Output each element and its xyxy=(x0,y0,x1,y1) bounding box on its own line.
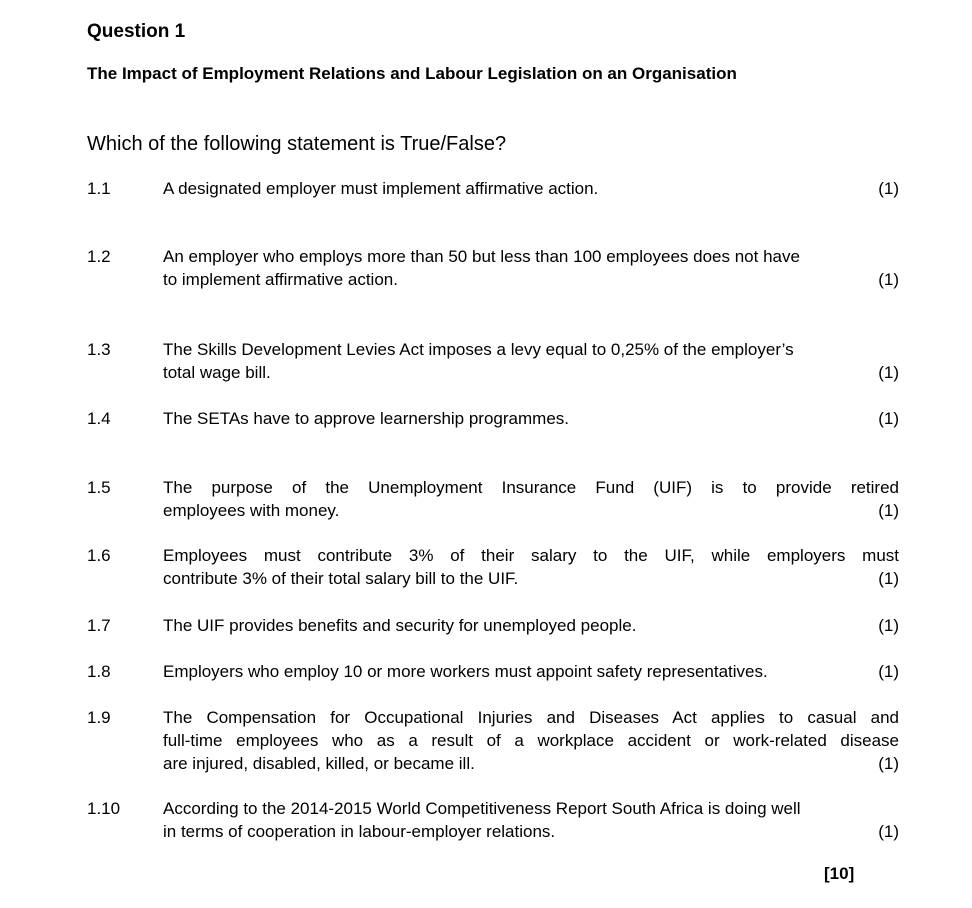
item-text xyxy=(163,245,899,291)
item-number: 1.5 xyxy=(87,478,111,497)
item-text-line: The Skills Development Levies Act imposes a levy equal to 0,25% of the employer’s xyxy=(163,340,794,359)
item-text-line: According to the 2014-2015 World Competitiveness Report South Africa is doing well xyxy=(163,799,801,818)
item-number: 1.6 xyxy=(87,546,111,565)
item-number: 1.2 xyxy=(87,247,111,266)
item-number: 1.10 xyxy=(87,799,121,818)
item-text-line: full-time employees who as a result of a workplace accident or work-related disease xyxy=(163,731,899,750)
item-text-line: The Compensation for Occupational Injuries and Diseases Act applies to casual and xyxy=(163,708,899,727)
item-mark: (1) xyxy=(878,270,899,289)
item-mark: (1) xyxy=(878,616,899,635)
item-mark: (1) xyxy=(878,569,899,588)
item-text xyxy=(163,338,899,384)
instruction-text: Which of the following statement is True/False? xyxy=(87,133,507,155)
question-title: Question 1 xyxy=(87,21,186,42)
item-text-line: Employees must contribute 3% of their salary to the UIF, while employers must xyxy=(163,546,899,565)
item-text-line: total wage bill. xyxy=(163,363,271,382)
item-text-line: A designated employer must implement affirmative action. xyxy=(163,179,599,198)
item-mark: (1) xyxy=(878,662,899,681)
item-number: 1.7 xyxy=(87,616,111,635)
item-text xyxy=(163,177,899,200)
item-number: 1.9 xyxy=(87,708,111,727)
item-text-line: Employers who employ 10 or more workers must appoint safety representatives. xyxy=(163,662,768,681)
item-text-line: contribute 3% of their total salary bill to the UIF. xyxy=(163,569,519,588)
item-mark: (1) xyxy=(878,409,899,428)
item-mark: (1) xyxy=(878,754,899,773)
item-number: 1.3 xyxy=(87,340,111,359)
item-text-line: in terms of cooperation in labour-employer relations. xyxy=(163,822,556,841)
section-title: The Impact of Employment Relations and Labour Legislation on an Organisation xyxy=(87,64,737,83)
item-text-line: to implement affirmative action. xyxy=(163,270,398,289)
item-mark: (1) xyxy=(878,822,899,841)
item-text-line: An employer who employs more than 50 but less than 100 employees does not have xyxy=(163,247,800,266)
item-text xyxy=(163,544,899,590)
item-text xyxy=(163,476,899,522)
item-number: 1.1 xyxy=(87,179,111,198)
item-mark: (1) xyxy=(878,179,899,198)
item-number: 1.8 xyxy=(87,662,111,681)
item-number: 1.4 xyxy=(87,409,111,428)
item-text-line: are injured, disabled, killed, or became ill. xyxy=(163,754,475,773)
item-text xyxy=(163,660,899,683)
item-text xyxy=(163,407,899,430)
item-text-line: The UIF provides benefits and security for unemployed people. xyxy=(163,616,637,635)
item-text xyxy=(163,614,899,637)
item-text-line: The SETAs have to approve learnership programmes. xyxy=(163,409,569,428)
item-mark: (1) xyxy=(878,363,899,382)
item-text-line: The purpose of the Unemployment Insurance Fund (UIF) is to provide retired xyxy=(163,478,899,497)
total-marks: [10] xyxy=(824,864,855,883)
item-text-line: employees with money. xyxy=(163,501,340,520)
item-text xyxy=(163,706,899,775)
item-text xyxy=(163,797,899,843)
item-mark: (1) xyxy=(878,501,899,520)
